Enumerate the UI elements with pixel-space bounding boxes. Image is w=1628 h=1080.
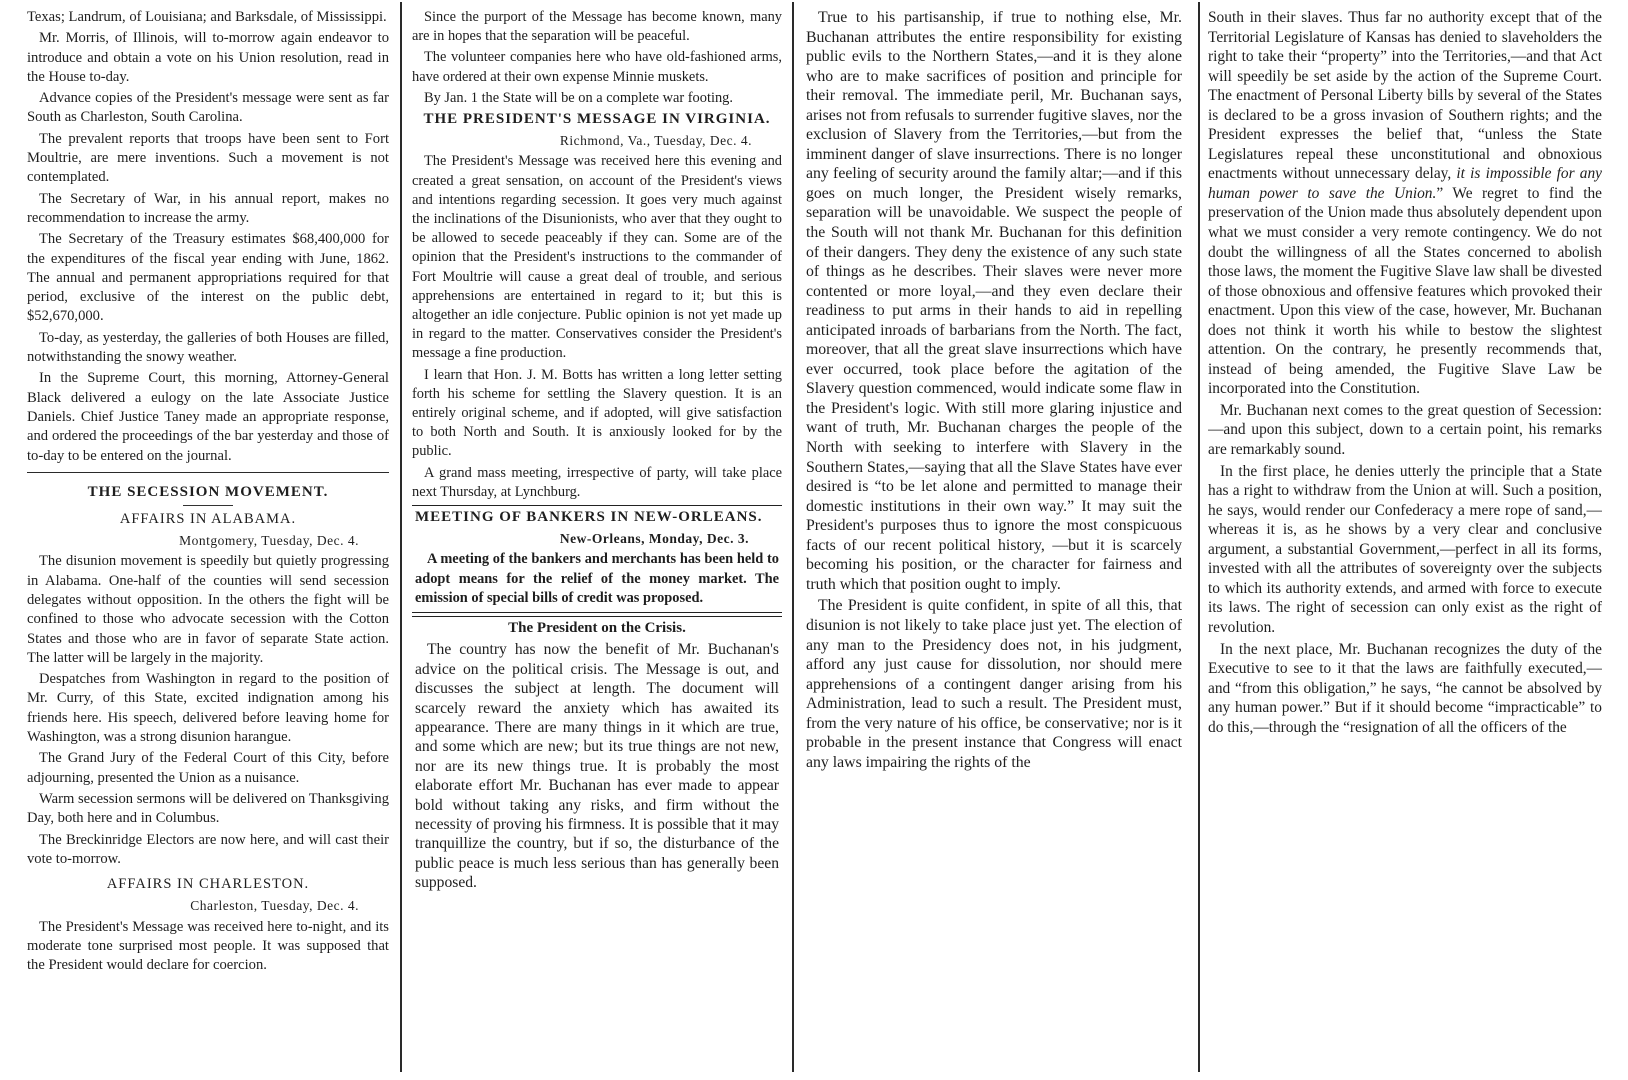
headline-dash <box>183 505 233 506</box>
column-3 <box>806 8 1182 1074</box>
dateline: Montgomery, Tuesday, Dec. 4. <box>179 533 359 549</box>
dateline: Charleston, Tuesday, Dec. 4. <box>190 898 359 914</box>
paragraph: The Secretary of War, in his annual report, makes no recommendation to increase the army. <box>27 190 389 226</box>
column-rule <box>792 2 794 1072</box>
paragraph: The Breckinridge Electors are now here, and will cast their vote to-morrow. <box>27 831 389 867</box>
paragraph: The country has now the benefit of Mr. Buchanan's advice on the political crisis. The Message is out, and discusses the subject at length. The document will scarcely reward the anxiety which has awaited its appearance. There are many things in it which are true, and some which are new; but its true things are not new, nor are its new things true. It is probably the most elaborate effort Mr. Buchanan has ever made to appear bold without taking any risks, and firm without the necessity of proving his firmness. It is possible that it may tranquillize the country, but if so, the disturbance of the public peace is much less serious than has generally been supposed. <box>415 641 779 892</box>
paragraph: The President's Message was received here to-night, and its moderate tone surprised most people. It was supposed that the President would declare for coercion. <box>27 918 389 974</box>
editorial-headline: The President on the Crisis. <box>508 620 686 637</box>
paragraph: Advance copies of the President's message were sent as far South as Charleston, South Carolina. <box>27 90 389 126</box>
paragraph: I learn that Hon. J. M. Botts has written a long letter setting forth his scheme for settling the Slavery question. It is an entirely original scheme, and if adopted, will give satisfaction to both North and South. It is anxiously looked for by the public. <box>412 366 782 460</box>
subheadline: AFFAIRS IN CHARLESTON. <box>106 876 310 893</box>
text-run: South in their slaves. Thus far no authority except that of the Territorial Legislature of Kansas has denied to slaveholders the right to take their “property” into the Territories,—and that Act will speedily be set aside by the action of the Supreme Court. The enactment of Personal Liberty bills by several of the States is declared to be a gross invasion of Southern rights; and the President expresses the belief that, “unless the State Legislatures repeal these unconstitutional and obnoxious enactments without unnecessary delay, <box>1208 9 1602 183</box>
editorial-box <box>412 616 782 896</box>
paragraph: The President's Message was received here this evening and created a great sensation, on account of the President's views and intentions regarding secession. It goes very much against the inclinations of the Disunionists, who aver that they ought to be allowed to secede peaceably if they can. Some are of the opinion that the President's instructions to the commander of Fort Moultrie will cause a great deal of trouble, and serious apprehensions are entertained in regard to it; but this is altogether an idle conjecture. Public opinion is not yet made up in regard to the matter. Conservatives consider the President's message a fine production. <box>412 153 782 362</box>
section-headline: THE SECESSION MOVEMENT. <box>87 484 329 501</box>
section-headline: MEETING OF BANKERS IN NEW-ORLEANS. <box>415 509 763 526</box>
paragraph: The Secretary of the Treasury estimates $68,400,000 for the expenditures of the fiscal year ending with June, 1862. The annual and permanent appropriations required for that period, exclusive of the interest on the public debt, $52,670,000. <box>27 231 389 325</box>
paragraph: By Jan. 1 the State will be on a complete war footing. <box>424 89 733 106</box>
subheadline: AFFAIRS IN ALABAMA. <box>119 510 297 527</box>
dateline: New-Orleans, Monday, Dec. 3. <box>559 531 749 547</box>
paragraph: To-day, as yesterday, the galleries of both Houses are filled, notwithstanding the snowy weather. <box>27 329 389 366</box>
paragraph: A grand mass meeting, irrespective of party, will take place next Thursday, at Lynchburg. <box>412 464 782 500</box>
paragraph: The President is quite confident, in spite of all this, that disunion is not likely to take place just yet. The election of any man to the Presidency does not, in his judgment, afford any just cause for dissolution, nor should mere apprehensions of a contingent danger arising from his Administration, lead to such a result. The President must, from the very nature of his office, be conservative; nor is it probable in the present instance that Congress will enact any laws impairing the rights of the <box>806 597 1182 771</box>
paragraph: The prevalent reports that troops have been sent to Fort Moultrie, are mere inventions. Such a movement is not contemplated. <box>27 130 389 186</box>
paragraph: In the next place, Mr. Buchanan recognizes the duty of the Executive to see to it that the laws are faithfully executed,—and “from this obligation,” he says, “he cannot be absolved by any human power.” But if it should become “impracticable” to do this,—through the “resignation of all the officers of the <box>1208 640 1602 736</box>
paragraph: Mr. Morris, of Illinois, will to-morrow again endeavor to introduce and obtain a vote on his Union resolution, read in the House to-day. <box>27 30 389 85</box>
paragraph: The disunion movement is speedily but quietly progressing in Alabama. One-half of the counties will send secession delegates without opposition. In the others the fight will be confined to those who advocate secession with the Cotton States and those who are in favor of separate State action. The latter will be largely in the majority. <box>27 553 389 666</box>
paragraph: Texas; Landrum, of Louisiana; and Barksdale, of Mississippi. <box>27 9 387 25</box>
paragraph: Warm secession sermons will be delivered on Thanksgiving Day, both here and in Columbus. <box>27 790 389 827</box>
section-divider <box>27 472 389 474</box>
column-2 <box>412 8 782 1074</box>
paragraph: True to his partisanship, if true to nothing else, Mr. Buchanan attributes the entire responsibility for existing public evils to the Northern States,—and it is they alone who are to make sacrifices of position and principle for their removal. The immediate peril, Mr. Buchanan says, arises not from refusals to surrender fugitive slaves, nor the exclusion of Slavery from the Territories,—but from the imminent danger of slave insurrections. There is no longer any feeling of security around the family altar;—and if this goes on much longer, the President wisely remarks, separation will be unavoidable. We suspect the people of the South will not thank Mr. Buchanan for this definition of their dangers. They deny the existence of any such state of things as he describes. Their slaves were never more contented or more loyal,—and they even declare their readiness to put arms in their hands to aid in repelling anticipated inroads of barbarians from the North. The fact, moreover, that all the great slave insurrections which have ever occurred, took place before the agitation of the Slavery question commenced, would indicate some flaw in the President's logic. With still more glaring injustice and want of truth, Mr. Buchanan charges the people of the North with seeking to interfere with Slavery in the Southern States,—saying that all the Slave States have ever desired is “to be let alone and permitted to manage their domestic institutions in their own way.” It may suit the President's purposes thus to ignore the most conspicuous facts of our recent political history, —but it is scarcely becoming his position, or the character for fairness and truth which that position ought to imply. <box>806 9 1182 593</box>
paragraph: In the first place, he denies utterly the principle that a State has a right to withdraw from the Union at will. Such a position, he says, would render our Confederacy a mere rope of sand,—whereas it is, as he shows by a very clear and conclusive argument, a substantial Government,—perfect in all its forms, invested with all the attributes of sovereignty over the subjects to which its authority extends, and armed with force to execute its laws. The right of secession can only exist as the right of revolution. <box>1208 462 1602 636</box>
paragraph: Despatches from Washington in regard to the position of Mr. Curry, of this State, excited indignation among his friends here. His speech, delivered before leaving home for Washington, was a strong disunion harangue. <box>27 671 389 746</box>
column-rule <box>400 2 402 1072</box>
column-4 <box>1208 8 1602 1074</box>
paragraph: Since the purport of the Message has become known, many are in hopes that the separation will be peaceful. <box>412 9 782 45</box>
bankers-notice-box <box>412 505 782 613</box>
section-headline: THE PRESIDENT'S MESSAGE IN VIRGINIA. <box>423 111 771 128</box>
paragraph: In the Supreme Court, this morning, Attorney-General Black delivered a eulogy on the late Associate Justice Daniels. Chief Justice Taney made an appropriate response, and ordered the proceedings of the bar yesterday and those of to-day to be entered on the journal. <box>27 370 389 464</box>
paragraph <box>1208 8 1602 399</box>
paragraph: A meeting of the bankers and merchants has been held to adopt means for the relief of the money market. The emission of special bills of credit was proposed. <box>415 551 779 606</box>
text-run: ” We regret to find the preservation of the Union made thus absolutely dependent upon what we must consider a very remote contingency. We do not doubt the willingness of all the States concerned to abolish those laws, the moment the Fugitive Slave law shall be divested of those obnoxious and offensive features which provoked their enactment. Upon this view of the case, however, Mr. Buchanan does not think it worth his while to bestow the slightest attention. On the contrary, he presently recommends that, instead of being amended, the Fugitive Slave Law be incorporated into the Constitution. <box>1208 184 1602 398</box>
paragraph: Mr. Buchanan next comes to the great question of Secession:—and upon this subject, down to a certain point, his remarks are remarkably sound. <box>1208 401 1602 459</box>
paragraph: The volunteer companies here who have old-fashioned arms, have ordered at their own expense Minnie muskets. <box>412 49 782 85</box>
paragraph: The Grand Jury of the Federal Court of this City, before adjourning, presented the Union as a nuisance. <box>27 750 389 786</box>
column-1 <box>27 8 389 1074</box>
dateline: Richmond, Va., Tuesday, Dec. 4. <box>559 133 752 149</box>
column-rule <box>1198 2 1200 1072</box>
emphasis-text: it is impossible for any human power to save the Union. <box>1208 165 1602 202</box>
